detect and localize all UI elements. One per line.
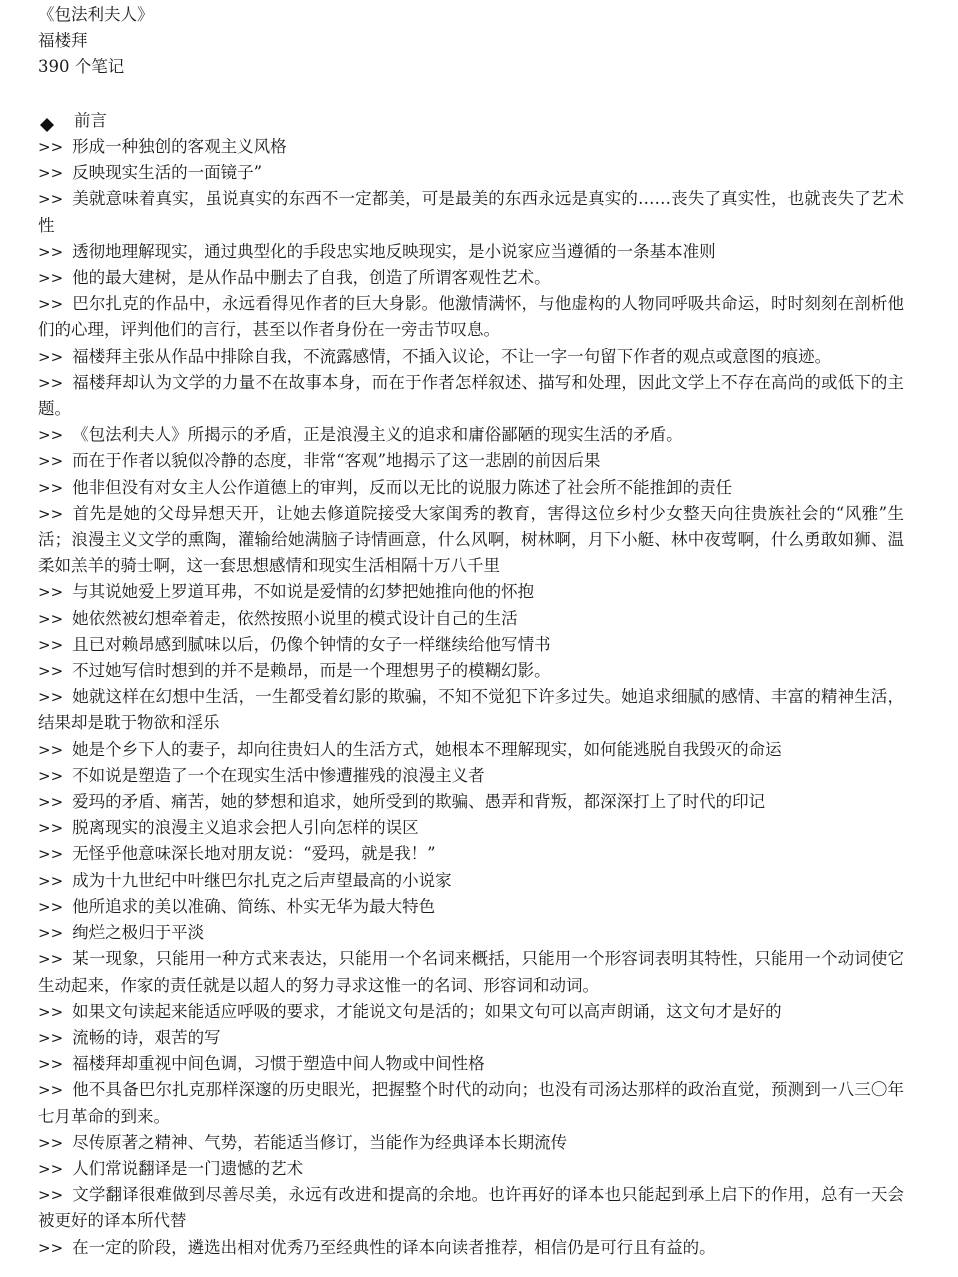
note-item xyxy=(38,1235,904,1261)
note-marker: >> xyxy=(38,871,64,890)
note-marker: >> xyxy=(38,504,64,523)
note-marker: >> xyxy=(38,583,64,602)
note-item xyxy=(38,789,904,815)
note-marker: >> xyxy=(38,242,64,261)
note-item xyxy=(38,1025,904,1051)
note-text: 她是个乡下人的妻子，却向往贵妇人的生活方式，她根本不理解现实，如何能逃脱自我毁灭的命运 xyxy=(72,739,782,759)
note-text: 不过她写信时想到的并不是赖昂，而是一个理想男子的模糊幻影。 xyxy=(72,661,551,681)
note-text: 文学翻译很难做到尽善尽美，永远有改进和提高的余地。也许再好的译本也只能起到承上启下的作用，总有一天会被更好的译本所代替 xyxy=(38,1185,904,1231)
note-marker: >> xyxy=(38,819,64,838)
book-title: 《包法利夫人》 xyxy=(38,5,154,24)
note-item xyxy=(38,1182,904,1234)
note-marker: >> xyxy=(38,295,64,314)
note-marker: >> xyxy=(38,1159,64,1178)
note-item xyxy=(38,1156,904,1182)
note-marker: >> xyxy=(38,924,64,943)
note-item xyxy=(38,894,904,920)
note-text: 透彻地理解现实，通过典型化的手段忠实地反映现实，是小说家应当遵循的一条基本准则 xyxy=(72,241,716,261)
note-marker: >> xyxy=(38,1028,64,1047)
note-marker: >> xyxy=(38,1081,64,1100)
note-marker: >> xyxy=(38,1055,64,1074)
note-marker: >> xyxy=(38,662,64,681)
note-text: 成为十九世纪中叶继巴尔扎克之后声望最高的小说家 xyxy=(72,870,452,890)
spacer xyxy=(38,80,904,108)
note-marker: >> xyxy=(38,347,64,366)
note-item xyxy=(38,1051,904,1077)
note-item xyxy=(38,186,904,238)
note-text: 且已对赖昂感到腻味以后，仍像个钟情的女子一样继续给他写情书 xyxy=(72,634,551,654)
note-item xyxy=(38,475,904,501)
note-text: 而在于作者以貌似冷静的态度，非常“客观”地揭示了这一悲剧的前因后果 xyxy=(72,451,601,471)
note-item xyxy=(38,422,904,448)
note-item xyxy=(38,448,904,474)
note-marker: >> xyxy=(38,1238,64,1257)
note-text: 与其说她爱上罗道耳弗，不如说是爱情的幻梦把她推向他的怀抱 xyxy=(72,582,535,602)
note-item xyxy=(38,344,904,370)
note-item xyxy=(38,1077,904,1129)
note-text: 他所追求的美以准确、简练、朴实无华为最大特色 xyxy=(72,896,436,916)
note-text: 尽传原著之精神、气势，若能适当修订，当能作为经典译本长期流传 xyxy=(72,1132,568,1152)
note-text: 福楼拜却重视中间色调，习惯于塑造中间人物或中间性格 xyxy=(72,1054,485,1074)
note-text: 美就意味着真实，虽说真实的东西不一定都美，可是最美的东西永远是真实的……丧失了真实性，也就丧失了艺术性 xyxy=(38,189,904,235)
notes-page xyxy=(38,2,904,1261)
note-item xyxy=(38,841,904,867)
note-item xyxy=(38,658,904,684)
note-marker: >> xyxy=(38,373,64,392)
note-text: 绚烂之极归于平淡 xyxy=(72,923,205,943)
note-item xyxy=(38,920,904,946)
note-text: 他不具备巴尔扎克那样深邃的历史眼光，把握整个时代的动向；也没有司汤达那样的政治直觉，预测到一八三〇年七月革命的到来。 xyxy=(38,1080,904,1126)
note-marker: >> xyxy=(38,164,64,183)
note-text: 他的最大建树，是从作品中删去了自我，创造了所谓客观性艺术。 xyxy=(72,268,551,288)
note-marker: >> xyxy=(38,766,64,785)
note-marker: >> xyxy=(38,426,64,445)
note-item xyxy=(38,1130,904,1156)
note-marker: >> xyxy=(38,845,64,864)
note-marker: >> xyxy=(38,950,64,969)
note-marker: >> xyxy=(38,1186,64,1205)
note-text: 在一定的阶段，遴选出相对优秀乃至经典性的译本向读者推荐，相信仍是可行且有益的。 xyxy=(72,1237,716,1257)
note-marker: >> xyxy=(38,609,64,628)
note-item xyxy=(38,265,904,291)
diamond-bullet-icon xyxy=(40,114,54,128)
note-marker: >> xyxy=(38,688,64,707)
note-text: 她就这样在幻想中生活，一生都受着幻影的欺骗，不知不觉犯下许多过失。她追求细腻的感情、丰富的精神生活，结果却是耽于物欲和淫乐 xyxy=(38,687,904,733)
note-marker: >> xyxy=(38,190,64,209)
section-title: 前言 xyxy=(74,111,107,130)
note-text: 巴尔扎克的作品中，永远看得见作者的巨大身影。他激情满怀，与他虚构的人物同呼吸共命运，时时刻刻在剖析他们的心理，评判他们的言行，甚至以作者身份在一旁击节叹息。 xyxy=(38,294,904,340)
note-item xyxy=(38,501,904,580)
note-item xyxy=(38,291,904,343)
note-item xyxy=(38,606,904,632)
note-marker: >> xyxy=(38,138,64,156)
note-item xyxy=(38,239,904,265)
note-text: 爱玛的矛盾、痛苦，她的梦想和追求，她所受到的欺骗、愚弄和背叛，都深深打上了时代的印记 xyxy=(72,792,766,812)
note-item xyxy=(38,946,904,998)
note-item xyxy=(38,737,904,763)
note-marker: >> xyxy=(38,740,64,759)
note-text: 某一现象，只能用一种方式来表达，只能用一个名词来概括，只能用一个形容词表明其特性，只能用一个动词使它生动起来，作家的责任就是以超人的努力寻求这惟一的名词、形容词和动词。 xyxy=(38,949,904,995)
note-marker: >> xyxy=(38,269,64,288)
note-text: 人们常说翻译是一门遗憾的艺术 xyxy=(72,1158,304,1178)
note-text: 脱离现实的浪漫主义追求会把人引向怎样的误区 xyxy=(72,818,419,838)
note-item xyxy=(38,370,904,422)
note-item xyxy=(38,763,904,789)
note-text: 他非但没有对女主人公作道德上的审判，反而以无比的说服力陈述了社会所不能推卸的责任 xyxy=(72,477,733,497)
note-text: 福楼拜却认为文学的力量不在故事本身，而在于作者怎样叙述、描写和处理，因此文学上不存在高尚的或低下的主题。 xyxy=(38,372,904,419)
note-count: 390 个笔记 xyxy=(38,57,125,76)
book-author: 福楼拜 xyxy=(38,31,88,50)
note-item xyxy=(38,579,904,605)
note-marker: >> xyxy=(38,897,64,916)
note-item xyxy=(38,684,904,736)
note-item xyxy=(38,632,904,658)
notes-list xyxy=(38,134,904,1261)
note-text: 无怪乎他意味深长地对朋友说：“爱玛，就是我！” xyxy=(72,844,436,864)
note-item xyxy=(38,999,904,1025)
note-text: 反映现实生活的一面镜子” xyxy=(72,163,263,183)
note-text: 福楼拜主张从作品中排除自我，不流露感情，不插入议论，不让一字一句留下作者的观点或意图的痕迹。 xyxy=(72,346,832,366)
note-marker: >> xyxy=(38,1002,64,1021)
note-text: 如果文句读起来能适应呼吸的要求，才能说文句是活的；如果文句可以高声朗诵，这文句才是好的 xyxy=(72,1001,782,1021)
note-marker: >> xyxy=(38,478,64,497)
note-text: 形成一种独创的客观主义风格 xyxy=(72,137,287,156)
note-item xyxy=(38,815,904,841)
note-text: 首先是她的父母异想天开，让她去修道院接受大家闺秀的教育，害得这位乡村少女整天向往贵族社会的“风雅”生活；浪漫主义文学的熏陶，灌输给她满脑子诗情画意，什么风啊，树林啊，月下小艇、林中夜莺啊，什么勇敢如狮、温柔如羔羊的骑士啊，这一套思想感情和现实生活相隔十万八千里 xyxy=(38,503,904,576)
note-marker: >> xyxy=(38,635,64,654)
note-item xyxy=(38,134,904,160)
note-marker: >> xyxy=(38,1133,64,1152)
note-marker: >> xyxy=(38,793,64,812)
note-item xyxy=(38,160,904,186)
note-marker: >> xyxy=(38,452,64,471)
note-text: 《包法利夫人》所揭示的矛盾，正是浪漫主义的追求和庸俗鄙陋的现实生活的矛盾。 xyxy=(72,425,683,445)
note-text: 流畅的诗，艰苦的写 xyxy=(72,1027,221,1047)
section-heading xyxy=(38,108,904,134)
note-text: 不如说是塑造了一个在现实生活中惨遭摧残的浪漫主义者 xyxy=(72,765,485,785)
note-item xyxy=(38,868,904,894)
note-text: 她依然被幻想牵着走，依然按照小说里的模式设计自己的生活 xyxy=(72,608,518,628)
